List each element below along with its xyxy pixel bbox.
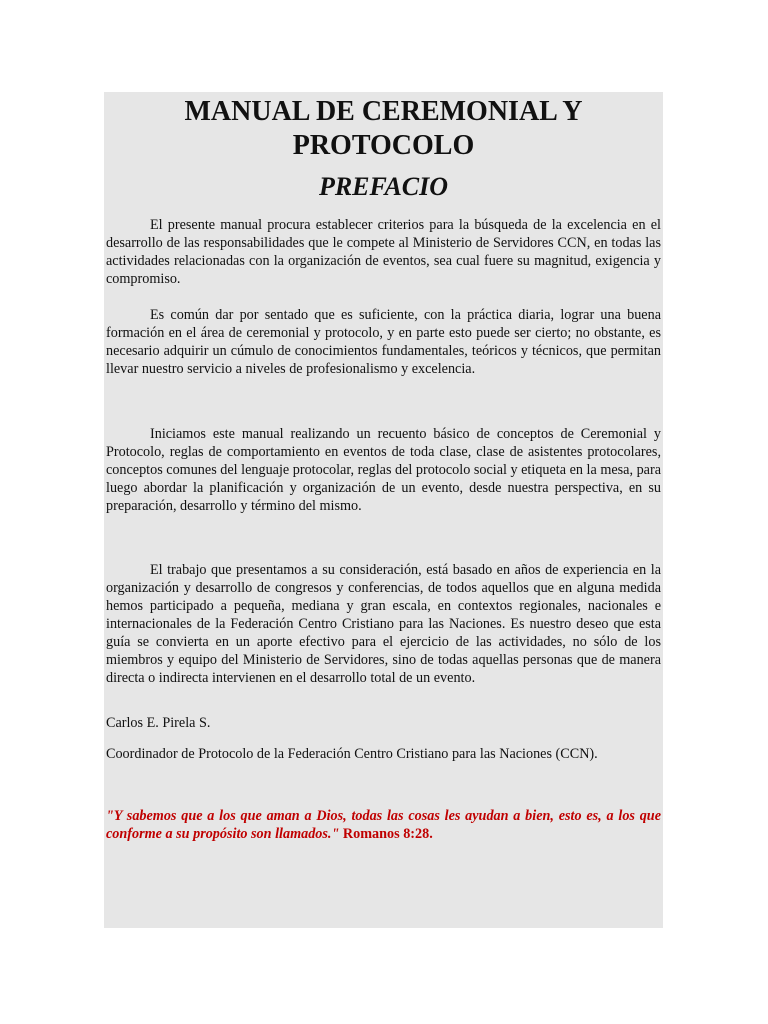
section-heading: PREFACIO	[318, 172, 449, 201]
quote-reference: Romanos 8:28.	[342, 826, 433, 842]
paragraph-1: El presente manual procura establecer criterios para la búsqueda de la excelencia en el desarrollo de las responsabilidades que le compete al Ministerio de Servidores CCN, en todas las actividades relacionadas con la organización de eventos, sea cual fuere su magnitud, exigencia y compromiso.	[106, 217, 661, 287]
paragraph-4: El trabajo que presentamos a su consideración, está basado en años de experiencia en la organización y desarrollo de congresos y conferencias, de todos aquellos que en alguna medida hemos participado a pequeña, mediana y gran escala, en contextos regionales, nacionales e internacionales de la Federación Centro Cristiano para las Naciones. Es nuestro deseo que esta guía se convierta en un aporte efectivo para el ejercicio de las actividades, no sólo de los miembros y equipo del Ministerio de Servidores, sino de todas aquellas personas que de manera directa o indirecta intervienen en el desarrollo total de un evento.	[106, 562, 661, 686]
quote-text: "Y sabemos que a los que aman a Dios, todas las cosas les ayudan a bien, esto es, a los que conforme a su propósito son llamados."	[106, 808, 661, 842]
document-page	[104, 92, 663, 928]
paragraph-2: Es común dar por sentado que es suficiente, con la práctica diaria, lograr una buena formación en el área de ceremonial y protocolo, y en parte esto puede ser cierto; no obstante, es necesario adquirir un cúmulo de conocimientos fundamentales, teóricos y técnicos, que permitan llevar nuestro servicio a niveles de profesionalismo y excelencia.	[106, 307, 661, 377]
bible-quote	[106, 807, 661, 843]
paragraph-3: Iniciamos este manual realizando un recuento básico de conceptos de Ceremonial y Protocolo, reglas de comportamiento en eventos de toda clase, clase de asistentes protocolares, conceptos comunes del lenguaje protocolar, reglas del protocolo social y etiqueta en la mesa, para luego abordar la planificación y organización de un evento, desde nuestra perspectiva, en su preparación, desarrollo y término del mismo.	[106, 426, 661, 514]
signature-role: Coordinador de Protocolo de la Federación Centro Cristiano para las Naciones (CCN).	[106, 746, 598, 762]
document-title: MANUAL DE CEREMONIAL Y PROTOCOLO	[184, 96, 583, 161]
signature-name: Carlos E. Pirela S.	[106, 715, 211, 731]
